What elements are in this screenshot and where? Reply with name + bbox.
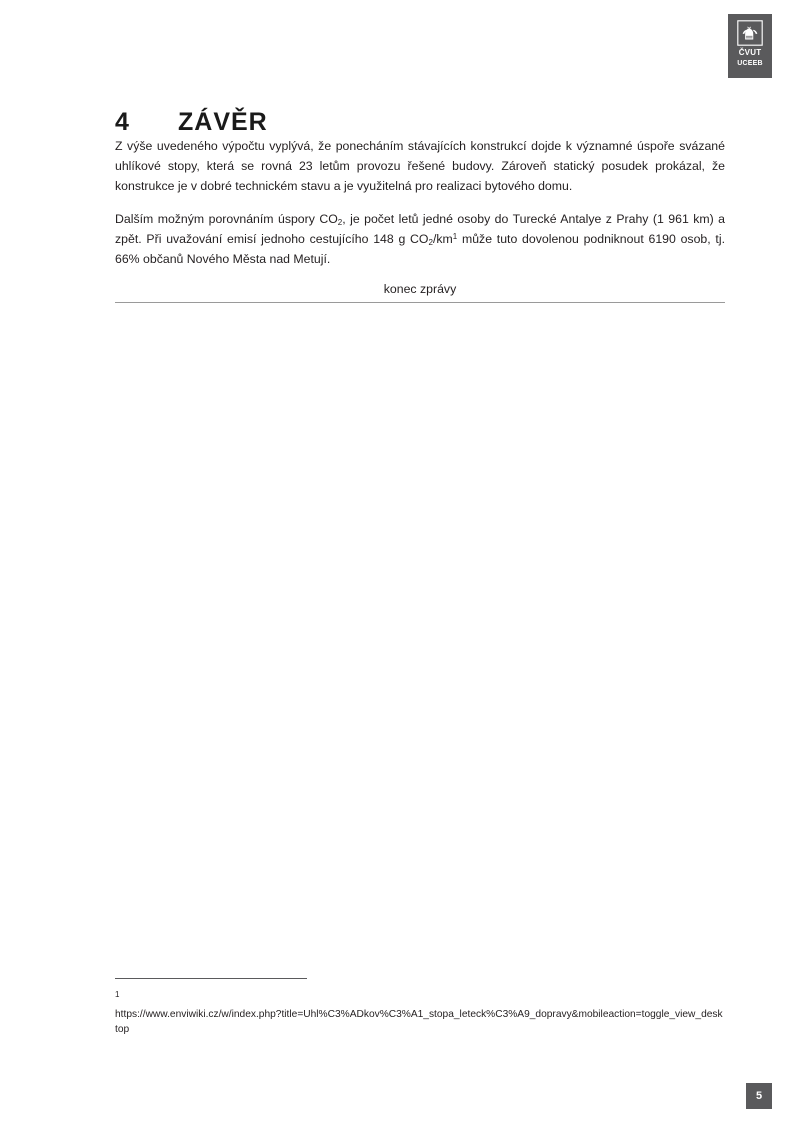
- chapter-heading: [115, 108, 725, 137]
- logo-text-uceeb: UCEEB: [737, 60, 763, 67]
- footnote-reference-1[interactable]: 1: [452, 231, 458, 241]
- paragraph-2-part4: může tuto dovolenou podniknout 6190 osob, tj. 66% občanů Nového Města nad Metují.: [115, 231, 725, 266]
- footnote-text[interactable]: https://www.enviwiki.cz/w/index.php?title=Uhl%C3%ADkov%C3%A1_stopa_leteck%C3%A9_dopravy&mobileaction=toggle_view_desktop: [115, 1009, 723, 1035]
- closing-line: konec zprávy: [383, 282, 457, 297]
- chapter-title: ZÁVĚR: [178, 108, 268, 136]
- footnote-separator: [115, 978, 307, 979]
- section-divider: [115, 302, 725, 303]
- paragraph-2-part1: Dalším možným porovnáním úspory CO: [115, 211, 338, 226]
- logo-text-cvut: ČVUT: [738, 48, 762, 57]
- footnote-area: [115, 978, 725, 1038]
- document-content: [115, 0, 725, 303]
- footnote-marker: 1: [115, 990, 120, 999]
- page-number-badge: 5: [746, 1083, 772, 1109]
- cvut-lion-emblem-icon: [737, 20, 763, 46]
- paragraph-1: Z výše uvedeného výpočtu vyplývá, že ponecháním stávajících konstrukcí dojde k významné úspoře svázané uhlíkové stopy, která se rovná 23 letům provozu řešené budovy. Zároveň statický posudek prokázal, že konstrukce je v dobré technickém stavu a je využitelná pro realizaci bytového domu.: [115, 139, 725, 193]
- paragraph-2: [115, 210, 725, 270]
- paragraph-2-part2: , je počet letů jedné osoby do Turecké Antalye z Prahy (1 961 km) a zpět. Při uvažování emisí jednoho cestujícího 148 g CO: [115, 211, 725, 246]
- paragraph-2-part3: /km: [432, 231, 453, 246]
- cvut-uceeb-logo-block: [728, 14, 772, 78]
- paragraph-2-sub1: 2: [337, 217, 343, 227]
- paragraph-2-sub2: 2: [428, 237, 433, 247]
- chapter-number: 4: [115, 108, 130, 136]
